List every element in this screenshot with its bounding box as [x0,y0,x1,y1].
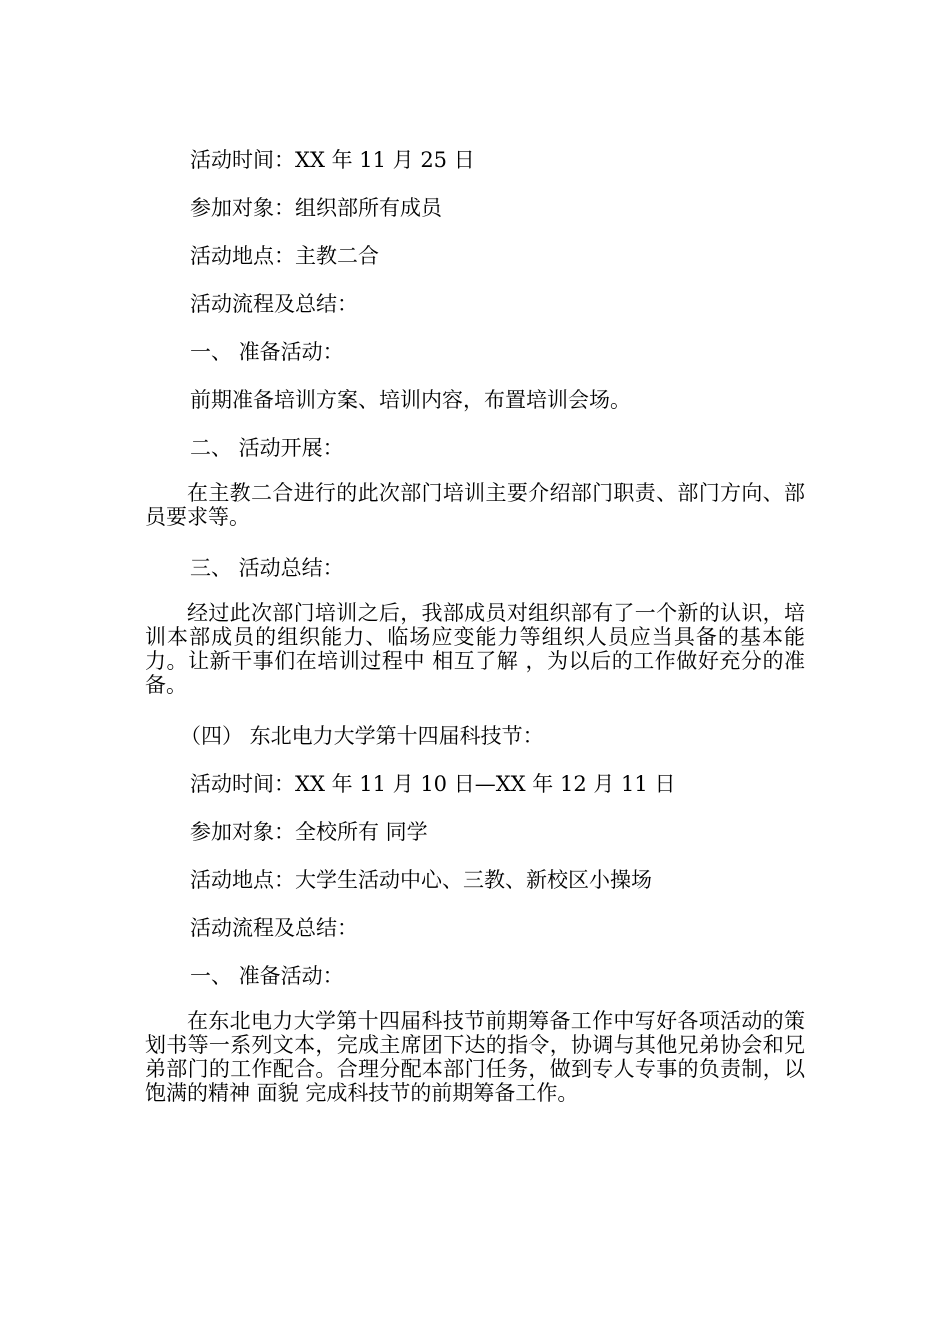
activity-development-heading: 二、 活动开展： [190,436,344,460]
process-summary-heading: 活动流程及总结： [190,292,358,316]
preparation-heading-2: 一、 准备活动： [190,964,344,988]
document-body [145,145,805,1105]
process-summary-heading-2: 活动流程及总结： [190,916,358,940]
tech-festival-paragraph: 在东北电力大学第十四届科技节前期筹备工作中写好各项活动的策划书等一系列文本，完成主席团下达的指令，协调与其他兄弟协会和兄弟部门的工作配合。合理分配本部门任务，做到专人专事的负责制，以饱满的精神 面貌 完成科技节的前期筹备工作。 [145,1009,805,1105]
activity-time: 活动时间：XX 年 11 月 25 日 [190,148,475,172]
activity-location: 活动地点：主教二合 [190,244,379,268]
participants: 参加对象：组织部所有成员 [190,196,442,220]
activity-summary-heading: 三、 活动总结： [190,556,344,580]
section-four-title: （四） 东北电力大学第十四届科技节： [180,724,544,748]
activity-location-2: 活动地点：大学生活动中心、三教、新校区小操场 [190,868,652,892]
summary-paragraph: 经过此次部门培训之后，我部成员对组织部有了一个新的认识，培训本部成员的组织能力、临场应变能力等组织人员应当具备的基本能力。让新干事们在培训过程中 相互了解 ，为以后的工作做好充分的准备。 [145,601,805,697]
activity-time-2: 活动时间：XX 年 11 月 10 日—XX 年 12 月 11 日 [190,772,676,796]
development-paragraph: 在主教二合进行的此次部门培训主要介绍部门职责、部门方向、部员要求等。 [145,481,805,529]
preparation-text: 前期准备培训方案、培训内容，布置培训会场。 [190,388,631,412]
preparation-heading: 一、 准备活动： [190,340,344,364]
participants-2: 参加对象：全校所有 同学 [190,820,428,844]
